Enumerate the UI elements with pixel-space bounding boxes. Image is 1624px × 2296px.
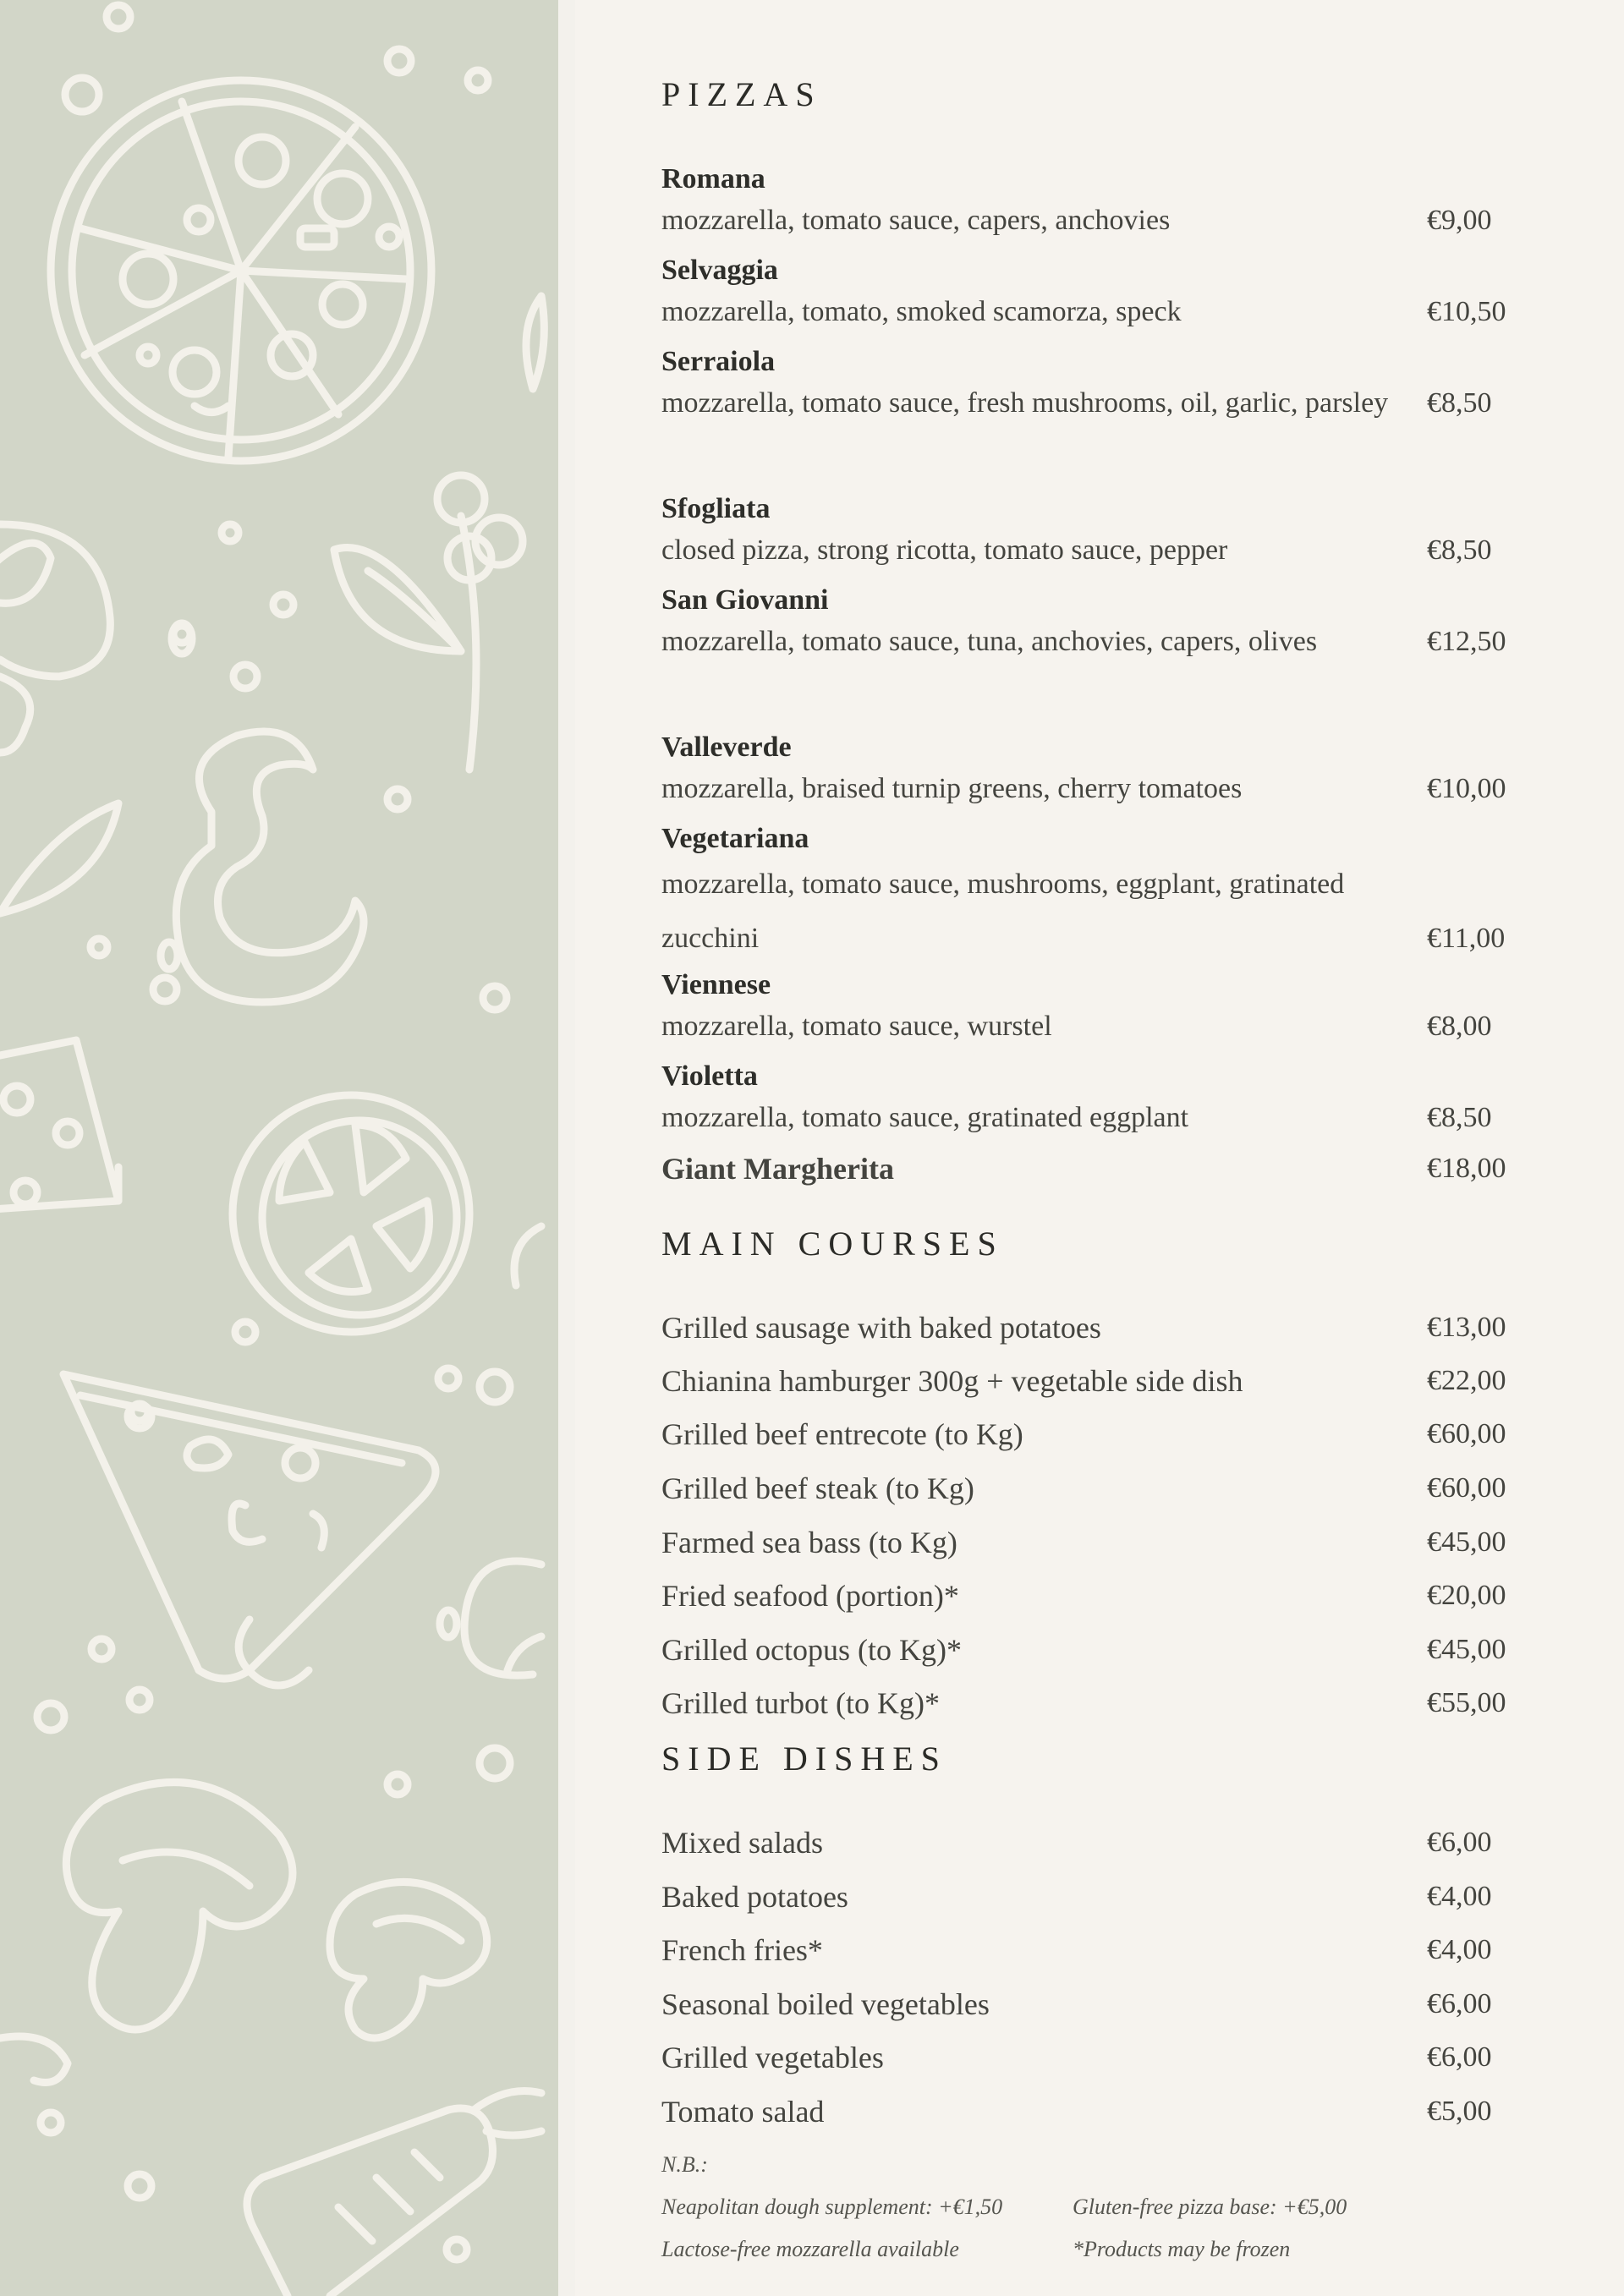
item-name: Chianina hamburger 300g + vegetable side dish	[661, 1364, 1243, 1398]
list-item	[661, 1520, 1541, 1565]
notes-heading: N.B.:	[661, 2152, 708, 2177]
item-price: €5,00	[1427, 2096, 1492, 2127]
item-name: Viennese	[661, 969, 771, 1000]
menu-content	[661, 0, 1541, 2296]
menu-item	[661, 582, 1541, 665]
item-name: Grilled turbot (to Kg)*	[661, 1686, 940, 1720]
list-item	[661, 2035, 1541, 2080]
item-price: €13,00	[1427, 1312, 1506, 1343]
item-name: Sfogliata	[661, 493, 771, 524]
item-price: €8,50	[1427, 534, 1492, 566]
list-item	[661, 1927, 1541, 1973]
olive-branch-icon	[334, 296, 544, 770]
mushroom-icon	[66, 1783, 486, 2039]
item-price: €8,00	[1427, 1011, 1492, 1042]
item-price: €45,00	[1427, 1634, 1506, 1665]
list-item	[661, 1820, 1541, 1866]
item-price: €60,00	[1427, 1418, 1506, 1449]
menu-item	[661, 490, 1541, 573]
pizza-icon	[51, 80, 431, 461]
item-name: Romana	[661, 163, 765, 195]
list-item	[661, 1573, 1541, 1619]
pizza-slice-icon	[63, 1374, 436, 1685]
item-description: mozzarella, tomato sauce, gratinated eggplant	[661, 1102, 1189, 1133]
note-frozen: *Products may be frozen	[1073, 2237, 1291, 2261]
item-price: €9,00	[1427, 205, 1492, 236]
item-price: €20,00	[1427, 1580, 1506, 1611]
item-description: mozzarella, tomato sauce, fresh mushrooms, oil, garlic, parsley	[661, 387, 1389, 419]
item-description: mozzarella, tomato sauce, wurstel	[661, 1011, 1052, 1042]
leaf-icon	[0, 543, 118, 913]
list-item	[661, 1305, 1541, 1351]
item-name: San Giovanni	[661, 584, 829, 616]
menu-item	[661, 820, 1541, 966]
item-price: €6,00	[1427, 1827, 1492, 1858]
item-price: €60,00	[1427, 1472, 1506, 1504]
item-price: €18,00	[1427, 1153, 1506, 1184]
item-price: €22,00	[1427, 1365, 1506, 1396]
menu-item	[661, 967, 1541, 1049]
menu-item	[661, 1058, 1541, 1141]
item-name: Vegetariana	[661, 823, 809, 854]
item-name: Tomato salad	[661, 2095, 825, 2129]
item-price: €8,50	[1427, 1102, 1492, 1133]
list-item	[661, 2089, 1541, 2134]
item-name: Valleverde	[661, 732, 792, 763]
item-name: French fries*	[661, 1933, 823, 1967]
list-item	[661, 1466, 1541, 1511]
item-name: Selvaggia	[661, 255, 778, 286]
item-price: €55,00	[1427, 1687, 1506, 1718]
item-name: Serraiola	[661, 346, 776, 377]
item-price: €6,00	[1427, 1988, 1492, 2019]
item-name: Grilled octopus (to Kg)*	[661, 1633, 962, 1667]
item-description: closed pizza, strong ricotta, tomato sauce, pepper	[661, 534, 1228, 566]
note-lactose-free: Lactose-free mozzarella available	[661, 2237, 959, 2261]
section-title-side-dishes: SIDE DISHES	[661, 1740, 947, 1778]
item-description: mozzarella, braised turnip greens, cherry tomatoes	[661, 773, 1243, 804]
item-price: €12,50	[1427, 626, 1506, 657]
section-title-pizzas: PIZZAS	[661, 75, 822, 113]
menu-item	[661, 161, 1541, 244]
item-name: Seasonal boiled vegetables	[661, 1987, 990, 2021]
item-description: mozzarella, tomato sauce, capers, anchovies	[661, 205, 1171, 236]
item-name: Grilled vegetables	[661, 2041, 884, 2074]
menu-item	[661, 1146, 1541, 1192]
item-price: €6,00	[1427, 2041, 1492, 2073]
pasta-icon	[176, 732, 364, 1002]
list-item	[661, 1981, 1541, 2027]
item-price: €4,00	[1427, 1934, 1492, 1965]
menu-item	[661, 343, 1541, 426]
item-name: Fried seafood (portion)*	[661, 1579, 959, 1613]
list-item	[661, 1358, 1541, 1404]
list-item	[661, 1411, 1541, 1457]
item-name: Giant Margherita	[661, 1152, 894, 1186]
item-description: mozzarella, tomato sauce, tuna, anchovies, capers, olives	[661, 626, 1318, 657]
item-price: €11,00	[1427, 923, 1506, 954]
menu-item	[661, 729, 1541, 812]
ribbon-icon	[464, 1561, 541, 1675]
mushroom-icon	[0, 524, 110, 753]
tomato-slice-icon	[233, 1095, 541, 1332]
item-price: €45,00	[1427, 1526, 1506, 1558]
item-price: €10,50	[1427, 296, 1506, 327]
item-name: Farmed sea bass (to Kg)	[661, 1526, 957, 1559]
item-description: mozzarella, tomato sauce, mushrooms, eggplant, gratinated zucchini	[661, 869, 1345, 954]
note-neapolitan: Neapolitan dough supplement: +€1,50	[661, 2195, 1003, 2219]
list-item	[661, 1680, 1541, 1726]
item-name: Mixed salads	[661, 1826, 823, 1860]
item-name: Violetta	[661, 1060, 758, 1092]
item-description: mozzarella, tomato, smoked scamorza, speck	[661, 296, 1182, 327]
menu-item	[661, 252, 1541, 335]
decorative-panel	[0, 0, 558, 2296]
item-name: Grilled beef steak (to Kg)	[661, 1471, 974, 1505]
cheese-icon	[0, 1040, 118, 1209]
item-price: €4,00	[1427, 1881, 1492, 1912]
list-item	[661, 1874, 1541, 1920]
item-price: €8,50	[1427, 387, 1492, 419]
item-name: Grilled beef entrecote (to Kg)	[661, 1417, 1023, 1451]
section-title-main-courses: MAIN COURSES	[661, 1225, 1004, 1263]
item-name: Baked potatoes	[661, 1880, 848, 1914]
item-price: €10,00	[1427, 773, 1506, 804]
panel-divider	[558, 0, 575, 2296]
list-item	[661, 1627, 1541, 1673]
item-name: Grilled sausage with baked potatoes	[661, 1311, 1101, 1345]
note-gluten-free: Gluten-free pizza base: +€5,00	[1073, 2195, 1347, 2219]
